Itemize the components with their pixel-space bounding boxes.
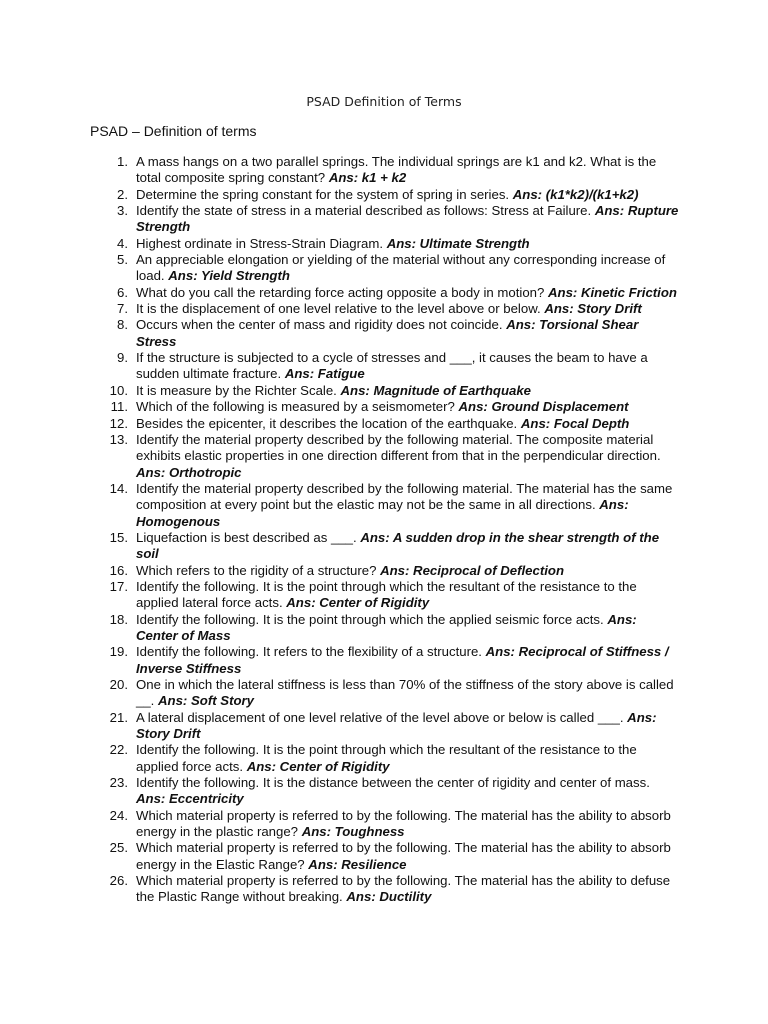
list-item <box>0 808 768 841</box>
item-answer: Ans: Reciprocal of Deflection <box>380 562 565 578</box>
list-item <box>0 317 768 350</box>
item-answer: Ans: Toughness <box>301 824 405 840</box>
list-item <box>0 579 768 612</box>
item-question: If the structure is subjected to a cycle of stresses and ___, it causes the beam to have a sudden ultimate fracture. <box>136 350 648 382</box>
item-answer: Ans: Center of Rigidity <box>246 758 390 774</box>
list-item <box>0 285 768 301</box>
item-answer: Ans: Story Drift <box>136 709 657 742</box>
item-answer: Ans: k1 + k2 <box>328 170 407 186</box>
list-item <box>0 187 768 203</box>
list-item <box>0 301 768 317</box>
item-question: Which of the following is measured by a seismometer? <box>136 399 455 415</box>
item-question: Besides the epicenter, it describes the location of the earthquake. <box>136 415 518 431</box>
item-answer: Ans: Ground Displacement <box>458 399 629 415</box>
list-item <box>0 252 768 285</box>
item-number: 10. <box>109 382 128 398</box>
item-question: Occurs when the center of mass and rigidity does not coincide. <box>136 317 503 333</box>
item-answer: Ans: Homogenous <box>136 497 629 529</box>
item-answer: Ans: Yield Strength <box>168 268 290 284</box>
item-question: What do you call the retarding force acting opposite a body in motion? <box>136 284 545 300</box>
item-answer: Ans: Center of Rigidity <box>286 595 430 611</box>
list-item <box>0 236 768 252</box>
item-answer: Ans: Ultimate Strength <box>386 235 530 251</box>
item-number: 6. <box>117 284 128 300</box>
item-number: 24. <box>109 807 128 823</box>
item-number: 11. <box>110 399 128 415</box>
item-question: Identify the following. It is the point through which the applied seismic force acts. <box>136 611 604 627</box>
item-question: It is the displacement of one level relative to the level above or below. <box>136 301 541 317</box>
item-number: 23. <box>109 775 128 791</box>
list-item <box>0 203 768 236</box>
list-item <box>0 350 768 383</box>
item-question: Highest ordinate in Stress-Strain Diagram. <box>136 235 384 251</box>
item-question: Identify the following. It refers to the flexibility of a structure. <box>136 644 482 660</box>
item-answer: Ans: Focal Depth <box>520 415 630 431</box>
item-number: 16. <box>109 562 128 578</box>
list-item <box>0 612 768 645</box>
terms-list <box>0 154 768 906</box>
item-number: 1. <box>117 154 128 169</box>
item-answer: Ans: Eccentricity <box>136 791 244 807</box>
item-number: 14. <box>109 480 128 496</box>
item-question: Identify the following. It is the point through which the resultant of the resistance to the applied force acts. <box>136 742 637 774</box>
item-question: Identify the material property described by the following material. The composite material exhibits elastic properties in one direction different from that in the perpendicular direction. <box>136 431 661 464</box>
list-item <box>0 481 768 530</box>
list-item <box>0 710 768 743</box>
item-number: 4. <box>117 235 128 251</box>
list-item <box>0 416 768 432</box>
item-answer: Ans: Reciprocal of Stiffness / Inverse Stiffness <box>136 644 669 676</box>
item-number: 26. <box>109 873 128 889</box>
item-answer: Ans: Center of Mass <box>136 611 637 643</box>
list-item <box>0 563 768 579</box>
item-question: A mass hangs on a two parallel springs. The individual springs are k1 and k2. What is the total composite spring constant? <box>136 154 657 186</box>
item-question: Determine the spring constant for the system of spring in series. <box>136 186 510 202</box>
list-item <box>0 644 768 677</box>
item-number: 12. <box>109 415 128 431</box>
page-header-title: PSAD Definition of Terms <box>306 94 462 109</box>
item-answer: Ans: Orthotropic <box>136 464 242 480</box>
item-number: 7. <box>117 301 128 317</box>
item-question: Liquefaction is best described as ___. <box>136 529 357 545</box>
item-answer: Ans: Resilience <box>308 856 407 872</box>
list-item <box>0 154 768 187</box>
item-number: 5. <box>117 252 128 268</box>
item-question: Which material property is referred to by the following. The material has the ability to defuse the Plastic Range without breaking. <box>136 873 671 905</box>
item-number: 25. <box>109 840 128 856</box>
item-answer: Ans: Ductility <box>346 889 432 905</box>
list-item <box>0 840 768 873</box>
item-question: Identify the state of stress in a material described as follows: Stress at Failure. <box>136 203 592 219</box>
item-number: 15. <box>109 529 128 545</box>
item-answer: Ans: (k1*k2)/(k1+k2) <box>512 186 639 202</box>
item-question: It is measure by the Richter Scale. <box>136 382 337 398</box>
item-number: 19. <box>109 644 128 660</box>
item-answer: Ans: Magnitude of Earthquake <box>340 382 531 398</box>
list-item <box>0 775 768 808</box>
list-item <box>0 677 768 710</box>
item-question: Which material property is referred to by the following. The material has the ability to absorb energy in the plastic range? <box>136 807 671 840</box>
item-question: An appreciable elongation or yielding of the material without any corresponding increase of load. <box>136 252 666 284</box>
list-item <box>0 383 768 399</box>
item-question: A lateral displacement of one level relative of the level above or below is called ___. <box>136 709 624 725</box>
item-number: 13. <box>109 431 128 447</box>
item-answer: Ans: Torsional Shear Stress <box>136 317 639 349</box>
item-question: Which refers to the rigidity of a structure? <box>136 562 377 578</box>
item-number: 8. <box>117 317 128 333</box>
item-question: One in which the lateral stiffness is less than 70% of the stiffness of the story above is called __. <box>136 677 674 709</box>
item-answer: Ans: Fatigue <box>284 366 365 382</box>
item-number: 17. <box>109 578 128 594</box>
item-number: 9. <box>117 350 128 366</box>
item-answer: Ans: Story Drift <box>544 301 642 317</box>
list-item <box>0 530 768 563</box>
document-heading: PSAD – Definition of terms <box>90 123 257 139</box>
item-number: 22. <box>109 742 128 758</box>
item-question: Identify the following. It is the point through which the resultant of the resistance to the applied lateral force acts. <box>136 578 637 611</box>
item-number: 18. <box>109 611 128 627</box>
item-number: 3. <box>117 203 128 219</box>
item-number: 21. <box>109 709 128 725</box>
item-question: Identify the material property described by the following material. The material has the same composition at every point but the elastic may not be the same in all directions. <box>136 480 673 513</box>
item-answer: Ans: Rupture Strength <box>136 203 679 235</box>
list-item <box>0 399 768 415</box>
item-number: 2. <box>117 186 128 202</box>
item-question: Which material property is referred to by the following. The material has the ability to absorb energy in the Elastic Range? <box>136 840 671 872</box>
list-item <box>0 432 768 481</box>
item-answer: Ans: A sudden drop in the shear strength of the soil <box>136 529 660 562</box>
list-item <box>0 742 768 775</box>
item-question: Identify the following. It is the distance between the center of rigidity and center of mass. <box>136 775 650 791</box>
list-item <box>0 873 768 906</box>
item-answer: Ans: Soft Story <box>158 693 254 709</box>
item-answer: Ans: Kinetic Friction <box>548 284 677 300</box>
item-number: 20. <box>109 677 128 692</box>
